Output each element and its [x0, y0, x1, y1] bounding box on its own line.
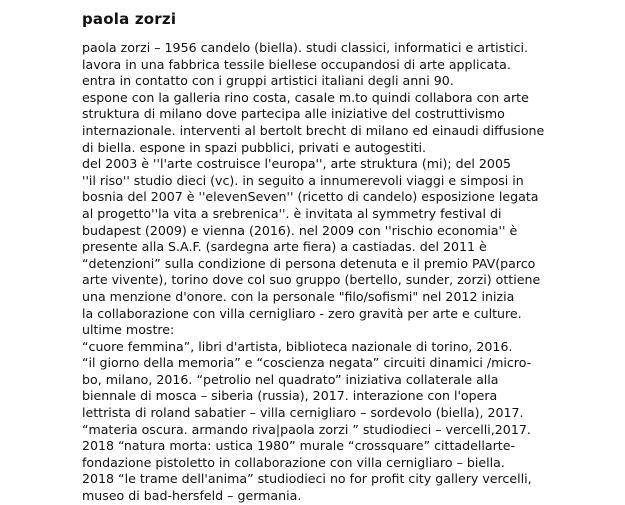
biography-line: paola zorzi – 1956 candelo (biella). studi classici, informatici e artistici.	[82, 40, 529, 55]
biography-line: bosnia del 2007 è ''elevenSeven'' (ricetto di candelo) esposizione legata	[82, 189, 539, 205]
biography-line: bo, milano, 2016. “petrolio nel quadrato” iniziativa collaterale alla	[82, 371, 499, 387]
biography-line: biennale di mosca – siberia (russia), 2017. interazione con l'opera	[82, 388, 498, 404]
biography-line: al progetto''la vita a srebrenica''. è invitata al symmetry festival di	[82, 205, 502, 221]
biography-line: “materia oscura. armando riva|paola zorzi ” studiodieci – vercelli,2017.	[82, 421, 531, 437]
biography-line: la collaborazione con villa cernigliaro - zero gravità per arte e culture.	[82, 305, 522, 321]
biography-line: budapest (2009) e vienna (2016). nel 2009 con ''rischio economia'' è	[82, 222, 518, 238]
biography-line: 2018 “natura morta: ustica 1980” murale “crossquare” cittadellarte-	[82, 438, 515, 454]
biography-line: 2018 “le trame dell'anima” studiodieci no for profit city gallery vercelli,	[82, 471, 532, 487]
biography-line: di biella. espone in spazi pubblici, privati e autogestiti.	[82, 139, 427, 155]
page-title: paola zorzi	[82, 10, 177, 28]
biography-line: struktura di milano dove partecipa alle iniziative del costruttivismo	[82, 106, 505, 122]
biography-line: ultime mostre:	[82, 322, 175, 338]
biography-line: presente alla S.A.F. (sardegna arte fiera) a castiadas. del 2011 è	[82, 239, 487, 255]
biography-line: “detenzioni” sulla condizione di persona detenuta e il premio PAV(parco	[82, 255, 536, 271]
biography-line: internazionale. interventi al bertolt brecht di milano ed einaudi diffusione	[82, 122, 545, 138]
biography-text	[82, 40, 625, 505]
biography-line: “il giorno della memoria” e “coscienza negata” circuiti dinamici /micro-	[82, 355, 532, 371]
biography-line: ''il riso'' studio dieci (vc). in seguito a innumerevoli viaggi e simposi in	[82, 172, 524, 188]
biography-line: fondazione pistoletto in collaborazione con villa cernigliaro – biella.	[82, 454, 505, 470]
biography-line: espone con la galleria rino costa, casale m.to quindi collabora con arte	[82, 89, 529, 105]
biography-line: una menzione d'onore. con la personale "filo/sofismi" nel 2012 inizia	[82, 288, 515, 304]
biography-line: “cuore femmina”, libri d'artista, biblioteca nazionale di torino, 2016.	[82, 338, 513, 354]
biography-line: del 2003 è ''l'arte costruisce l'europa'', arte struktura (mi); del 2005	[82, 156, 511, 172]
biography-line: arte vivente), torino dove col suo gruppo (bertello, sunder, zorzi) ottiene	[82, 272, 541, 288]
biography-line: lettrista di roland sabatier – villa cernigliaro – sordevolo (biella), 2017.	[82, 405, 524, 421]
biography-line: lavora in una fabbrica tessile biellese occupandosi di arte applicata.	[82, 56, 511, 72]
biography-line: museo di bad-hersfeld – germania.	[82, 488, 302, 504]
biography-line: entra in contatto con i gruppi artistici italiani degli anni 90.	[82, 73, 454, 89]
